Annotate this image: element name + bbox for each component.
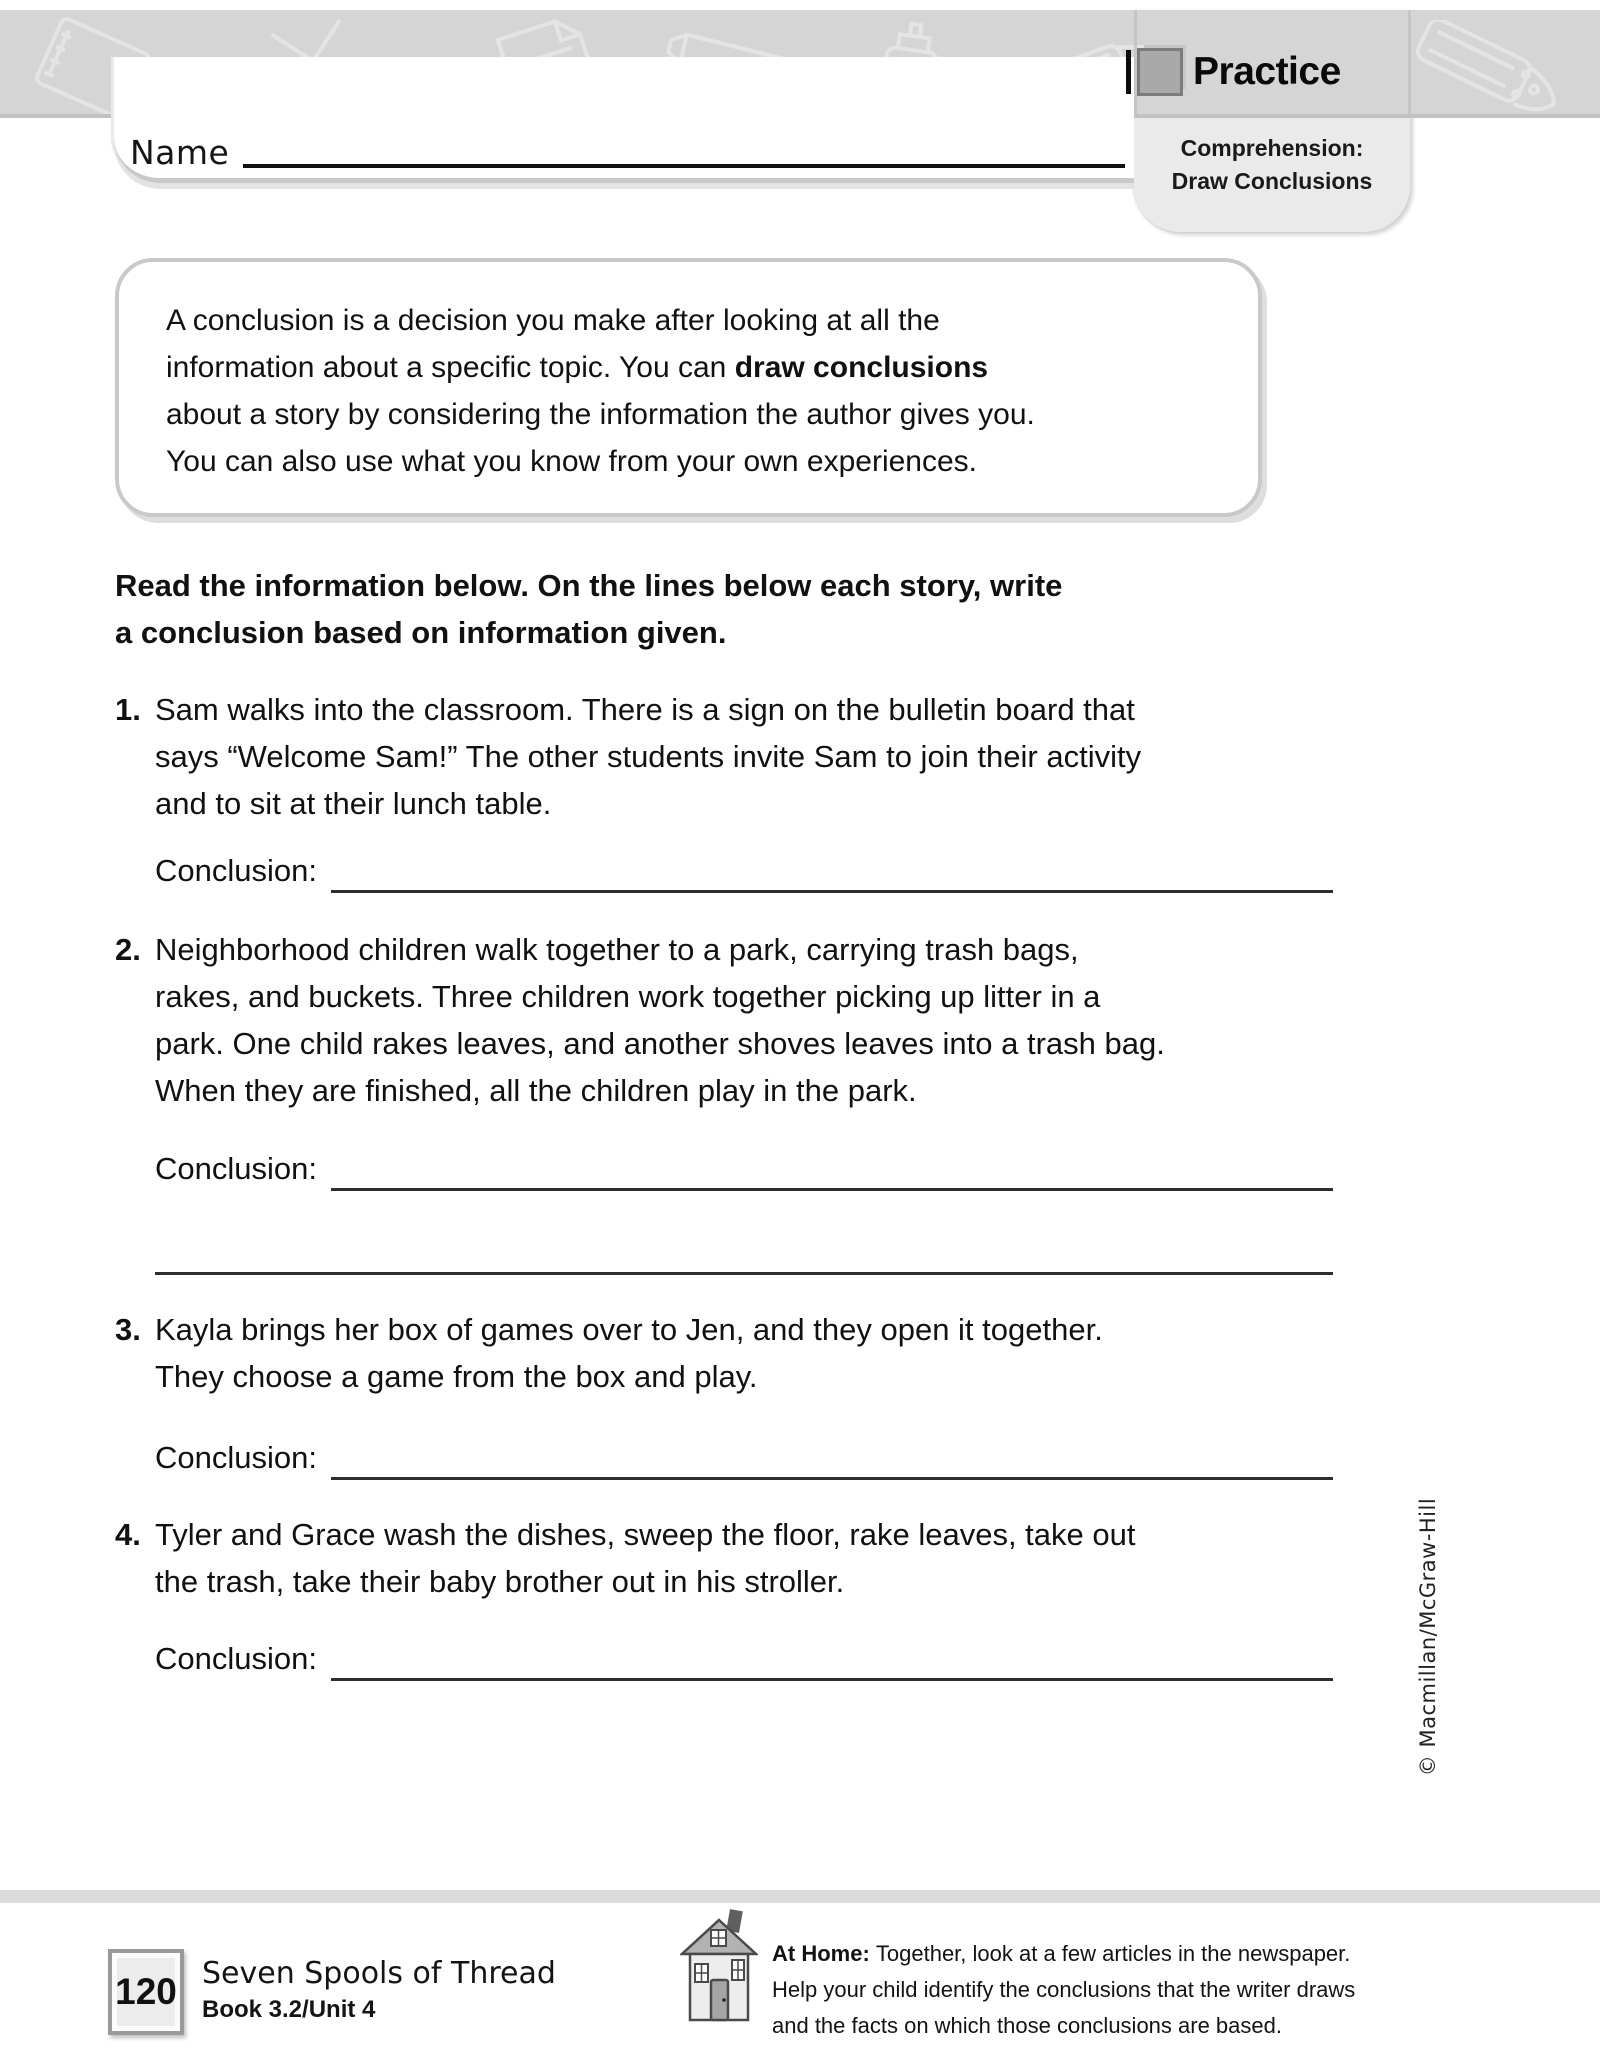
item-2-text (155, 926, 1335, 1114)
name-card (114, 57, 1134, 183)
story-line: Neighborhood children walk together to a park, carrying trash bags, (155, 932, 1079, 967)
instructions-line: Read the information below. On the lines below each story, write (115, 568, 1063, 603)
conclusion-input-line-3[interactable] (331, 1441, 1333, 1480)
footer-divider (0, 1890, 1600, 1903)
item-3-number: 3. (115, 1312, 141, 1347)
at-home-text: Together, look at a few articles in the newspaper. Help your child identify the conclusions that the writer draws and the facts on which those conclusions are based. (772, 1941, 1356, 2038)
item-2-number: 2. (115, 932, 141, 967)
conclusion-label-1: Conclusion: (155, 853, 317, 888)
story-line: park. One child rakes leaves, and another shoves leaves into a trash bag. (155, 1026, 1165, 1061)
page-number: 120 (115, 1971, 177, 2012)
at-home-note (772, 1936, 1357, 2044)
copyright-text: © Macmillan/McGraw-Hill (1416, 1497, 1440, 1777)
conclusion-row-3 (155, 1436, 1333, 1480)
book-title: Seven Spools of Thread (202, 1956, 556, 1991)
item-4-text (155, 1511, 1335, 1605)
conclusion-input-line-4[interactable] (331, 1642, 1333, 1681)
conclusion-row-4 (155, 1637, 1333, 1681)
skill-line-1: Comprehension: (1180, 135, 1364, 161)
conclusion-row-1 (155, 849, 1333, 893)
conclusion-extra-input-line[interactable] (155, 1232, 1333, 1275)
name-label: Name (130, 133, 230, 172)
definition-line-pre: information about a specific topic. You can (166, 351, 735, 384)
item-3-text (155, 1306, 1335, 1400)
definition-line-bold: draw conclusions (734, 351, 989, 384)
book-unit: Book 3.2/Unit 4 (202, 1996, 376, 2023)
story-line: Kayla brings her box of games over to Jen, and they open it together. (155, 1312, 1103, 1347)
story-line: They choose a game from the box and play. (155, 1359, 758, 1394)
definition-line: about a story by considering the information the author gives you. (166, 398, 1035, 431)
definition-line: You can also use what you know from your own experiences. (166, 445, 978, 478)
practice-bar-icon (1126, 50, 1131, 94)
page-number-box (108, 1949, 184, 2035)
item-1-text (155, 686, 1335, 827)
tab-right-edge (1408, 10, 1411, 114)
item-1-number: 1. (115, 692, 141, 727)
story-line: says “Welcome Sam!” The other students invite Sam to join their activity (155, 739, 1142, 774)
story-line: and to sit at their lunch table. (155, 786, 552, 821)
definition-line: A conclusion is a decision you make after looking at all the (166, 304, 940, 337)
house-icon (680, 1908, 758, 2026)
conclusion-label-4: Conclusion: (155, 1641, 317, 1676)
conclusion-input-line-1[interactable] (331, 854, 1333, 893)
story-line: Sam walks into the classroom. There is a sign on the bulletin board that (155, 692, 1135, 727)
practice-heading (1126, 48, 1341, 96)
at-home-label: At Home: (772, 1941, 876, 1966)
story-line: rakes, and buckets. Three children work together picking up litter in a (155, 979, 1101, 1014)
item-4-number: 4. (115, 1517, 141, 1552)
story-line: the trash, take their baby brother out in his stroller. (155, 1564, 845, 1599)
skill-line-2: Draw Conclusions (1171, 168, 1373, 194)
definition-box (115, 258, 1262, 517)
story-line: When they are finished, all the children play in the park. (155, 1073, 917, 1108)
instructions-line: a conclusion based on information given. (115, 615, 727, 650)
conclusion-label-2: Conclusion: (155, 1151, 317, 1186)
practice-square-icon (1137, 48, 1183, 96)
conclusion-input-line-2[interactable] (331, 1152, 1333, 1191)
conclusion-row-2 (155, 1147, 1333, 1191)
definition-line (166, 344, 1228, 391)
practice-title: Practice (1193, 50, 1341, 93)
conclusion-label-3: Conclusion: (155, 1440, 317, 1475)
skill-heading (1134, 132, 1410, 198)
marker-doodle-icon (1390, 20, 1600, 118)
story-line: Tyler and Grace wash the dishes, sweep the floor, rake leaves, take out (155, 1517, 1136, 1552)
instructions (115, 562, 1062, 656)
name-input-line[interactable] (243, 134, 1125, 168)
